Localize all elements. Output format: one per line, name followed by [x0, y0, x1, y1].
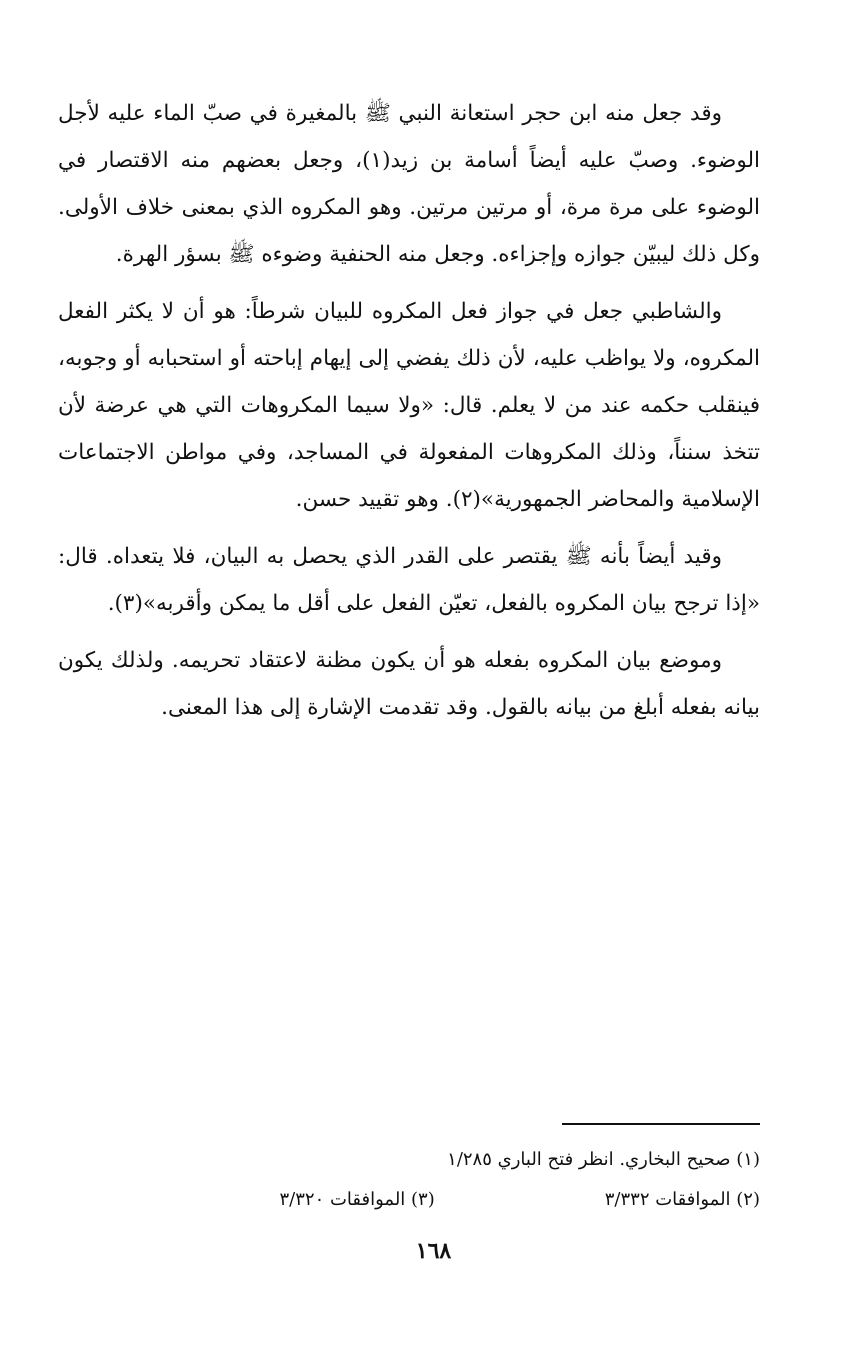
paragraph-2: والشاطبي جعل في جواز فعل المكروه للبيان شرطاً: هو أن لا يكثر الفعل المكروه، ولا يواظب عليه، لأن ذلك يفضي إلى إيهام إباحته أو استحبابه أو وجوبه، فينقلب حكمه عند من لا يعلم. قال: «ولا سيما المكروهات التي هي عرضة لأن تتخذ سنناً، وذلك المكروهات المفعولة في المساجد، وفي مواطن الاجتماعات الإسلامية والمحاضر الجمهورية»(٢). وهو تقييد حسن. [58, 299, 760, 512]
footnote-3: (٣) الموافقات ٣/٣٢٠ [279, 1189, 435, 1210]
paragraph-3: وقيد أيضاً بأنه ﷺ يقتصر على القدر الذي يحصل به البيان، فلا يتعداه. قال: «إذا ترجح بيان المكروه بالفعل، تعيّن الفعل على أقل ما يمكن وأقربه»(٣). [58, 544, 760, 616]
footnote-row-2 [58, 1180, 760, 1220]
footnote-divider [562, 1123, 760, 1125]
paragraph-1: وقد جعل منه ابن حجر استعانة النبي ﷺ بالمغيرة في صبّ الماء عليه لأجل الوضوء. وصبّ عليه أيضاً أسامة بن زيد(١)، وجعل بعضهم منه الاقتصار في الوضوء على مرة مرة، أو مرتين مرتين. وهو المكروه الذي بمعنى خلاف الأولى. وكل ذلك ليبيّن جوازه وإجزاءه. وجعل منه الحنفية وضوءه ﷺ بسؤر الهرة. [58, 101, 761, 267]
main-text [58, 90, 760, 741]
page-number: ١٦٨ [415, 1238, 452, 1264]
footnotes [58, 1140, 760, 1220]
paragraph-4: وموضع بيان المكروه بفعله هو أن يكون مظنة لاعتقاد تحريمه. ولذلك يكون بيانه بفعله أبلغ من بيانه بالقول. وقد تقدمت الإشارة إلى هذا المعنى. [58, 648, 760, 720]
footnote-2: (٢) الموافقات ٣/٣٣٢ [604, 1189, 760, 1210]
footnote-row-1 [58, 1140, 760, 1180]
footnote-1: (١) صحيح البخاري. انظر فتح الباري ١/٢٨٥ [447, 1149, 760, 1170]
